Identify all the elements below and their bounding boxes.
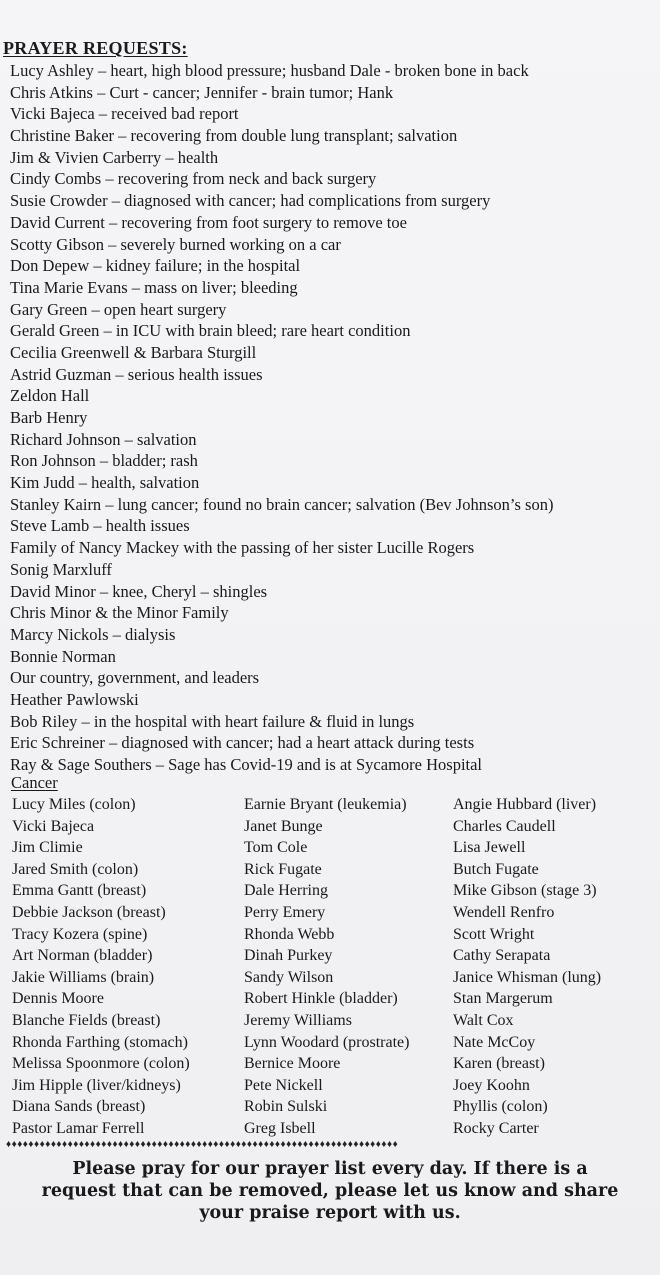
prayer-request-item: Gerald Green – in ICU with brain bleed; rare heart condition: [10, 321, 411, 341]
cancer-list-item: Lucy Miles (colon): [12, 796, 136, 813]
cancer-list-item: Dennis Moore: [12, 990, 104, 1008]
prayer-request-item: Kim Judd – health, salvation: [10, 473, 200, 493]
cancer-list-item: Greg Isbell: [244, 1119, 316, 1137]
cancer-list-item: Janice Whisman (lung): [453, 968, 602, 986]
cancer-list-item: Nate McCoy: [453, 1033, 536, 1051]
cancer-list-item: Rick Fugate: [244, 860, 322, 878]
prayer-request-item: Bob Riley – in the hospital with heart failure & fluid in lungs: [10, 711, 415, 731]
prayer-request-item: Christine Baker – recovering from double lung transplant; salvation: [10, 126, 458, 146]
cancer-list-item: Blanche Fields (breast): [12, 1011, 161, 1029]
cancer-list-item: Mike Gibson (stage 3): [453, 882, 597, 900]
cancer-list-item: Rhonda Webb: [244, 925, 335, 943]
cancer-column-2: [244, 794, 409, 1140]
diamond-divider: ♦♦♦♦♦♦♦♦♦♦♦♦♦♦♦♦♦♦♦♦♦♦♦♦♦♦♦♦♦♦♦♦♦♦♦♦♦♦♦♦♦♦♦♦♦♦♦♦♦♦♦♦♦♦♦♦♦♦♦♦♦♦♦♦♦♦♦♦♦♦: [6, 1139, 399, 1150]
prayer-request-item: Richard Johnson – salvation: [10, 429, 197, 449]
footer-line: Please pray for our prayer list every day. If there is a: [72, 1159, 588, 1179]
prayer-request-item: David Current – recovering from foot surgery to remove toe: [10, 212, 407, 232]
cancer-list-item: Vicki Bajeca: [12, 817, 95, 835]
prayer-request-item: Stanley Kairn – lung cancer; found no brain cancer; salvation (Bev Johnson’s son): [10, 494, 554, 514]
prayer-request-item: Steve Lamb – health issues: [10, 516, 190, 536]
prayer-request-item: Zeldon Hall: [10, 386, 90, 406]
cancer-list-item: Scott Wright: [453, 925, 535, 943]
prayer-request-item: Eric Schreiner – diagnosed with cancer; had a heart attack during tests: [10, 733, 475, 753]
cancer-list-item: Angie Hubbard (liver): [453, 796, 597, 813]
cancer-list: [0, 794, 660, 1144]
prayer-request-item: Lucy Ashley – heart, high blood pressure; husband Dale - broken bone in back: [10, 61, 529, 80]
prayer-request-item: Heather Pawlowski: [10, 689, 139, 709]
cancer-list-item: Lynn Woodard (prostrate): [244, 1033, 410, 1051]
cancer-column-1: [12, 794, 190, 1140]
cancer-list-item: Robin Sulski: [244, 1098, 328, 1116]
footer-line: request that can be removed, please let us know and share: [41, 1181, 619, 1201]
cancer-list-item: Phyllis (colon): [453, 1098, 548, 1116]
prayer-request-item: Ron Johnson – bladder; rash: [10, 451, 198, 471]
prayer-request-list: [10, 60, 655, 776]
cancer-list-item: Pastor Lamar Ferrell: [12, 1119, 145, 1137]
cancer-list-item: Robert Hinkle (bladder): [244, 990, 398, 1008]
footer-message: [0, 1158, 660, 1224]
cancer-list-item: Diana Sands (breast): [12, 1098, 146, 1116]
cancer-list-item: Stan Margerum: [453, 990, 553, 1008]
cancer-list-item: Butch Fugate: [453, 860, 539, 878]
cancer-list-item: Jakie Williams (brain): [12, 968, 155, 986]
cancer-list-item: Melissa Spoonmore (colon): [12, 1055, 190, 1073]
cancer-list-item: Lisa Jewell: [453, 839, 526, 857]
cancer-list-item: Rhonda Farthing (stomach): [12, 1033, 188, 1051]
cancer-list-item: Jim Climie: [12, 839, 83, 857]
prayer-request-item: Family of Nancy Mackey with the passing of her sister Lucille Rogers: [10, 538, 475, 558]
cancer-list-item: Walt Cox: [453, 1011, 514, 1029]
prayer-request-item: Cecilia Greenwell & Barbara Sturgill: [10, 342, 257, 362]
prayer-request-item: Don Depew – kidney failure; in the hospital: [10, 256, 301, 276]
prayer-request-item: Barb Henry: [10, 408, 88, 427]
cancer-list-item: Perry Emery: [244, 903, 326, 921]
prayer-request-item: Cindy Combs – recovering from neck and back surgery: [10, 169, 377, 189]
footer-line: your praise report with us.: [199, 1203, 461, 1223]
prayer-request-item: Gary Green – open heart surgery: [10, 299, 227, 319]
prayer-request-item: Susie Crowder – diagnosed with cancer; had complications from surgery: [10, 191, 491, 211]
cancer-list-item: Earnie Bryant (leukemia): [244, 796, 407, 813]
cancer-list-item: Pete Nickell: [244, 1076, 323, 1094]
prayer-request-item: Astrid Guzman – serious health issues: [10, 364, 263, 384]
prayer-request-item: Chris Minor & the Minor Family: [10, 603, 229, 623]
cancer-list-item: Art Norman (bladder): [12, 947, 153, 965]
cancer-list-item: Tom Cole: [244, 839, 308, 857]
prayer-request-item: Ray & Sage Southers – Sage has Covid-19 and is at Sycamore Hospital: [10, 755, 483, 774]
cancer-list-item: Jim Hipple (liver/kidneys): [12, 1076, 181, 1094]
cancer-list-item: Jeremy Williams: [244, 1011, 352, 1029]
prayer-request-item: Bonnie Norman: [10, 646, 116, 666]
prayer-request-item: Chris Atkins – Curt - cancer; Jennifer - brain tumor; Hank: [10, 82, 394, 102]
cancer-list-item: Karen (breast): [453, 1055, 545, 1073]
cancer-list-item: Debbie Jackson (breast): [12, 903, 166, 921]
cancer-list-item: Charles Caudell: [453, 817, 556, 835]
cancer-list-item: Tracy Kozera (spine): [12, 925, 148, 943]
cancer-list-item: Janet Bunge: [244, 817, 323, 835]
cancer-list-item: Cathy Serapata: [453, 947, 551, 965]
prayer-request-item: Tina Marie Evans – mass on liver; bleeding: [10, 277, 298, 297]
prayer-request-item: Jim & Vivien Carberry – health: [10, 147, 219, 167]
prayer-request-item: Marcy Nickols – dialysis: [10, 624, 176, 644]
cancer-list-item: Dale Herring: [244, 882, 328, 900]
cancer-list-item: Bernice Moore: [244, 1055, 341, 1073]
cancer-list-item: Sandy Wilson: [244, 968, 334, 986]
cancer-list-item: Rocky Carter: [453, 1119, 539, 1137]
cancer-section-title: Cancer: [11, 773, 58, 792]
prayer-request-item: Vicki Bajeca – received bad report: [10, 104, 239, 124]
cancer-list-item: Jared Smith (colon): [12, 860, 139, 878]
prayer-request-item: Our country, government, and leaders: [10, 668, 260, 688]
cancer-list-item: Emma Gantt (breast): [12, 882, 147, 900]
cancer-column-3: [453, 794, 601, 1140]
cancer-list-item: Joey Koohn: [453, 1076, 530, 1094]
cancer-list-item: Dinah Purkey: [244, 947, 333, 965]
cancer-list-item: Wendell Renfro: [453, 903, 555, 921]
prayer-requests-heading: PRAYER REQUESTS:: [3, 38, 188, 58]
prayer-request-item: David Minor – knee, Cheryl – shingles: [10, 581, 268, 601]
prayer-request-item: Scotty Gibson – severely burned working on a car: [10, 234, 341, 254]
prayer-request-item: Sonig Marxluff: [10, 559, 112, 579]
